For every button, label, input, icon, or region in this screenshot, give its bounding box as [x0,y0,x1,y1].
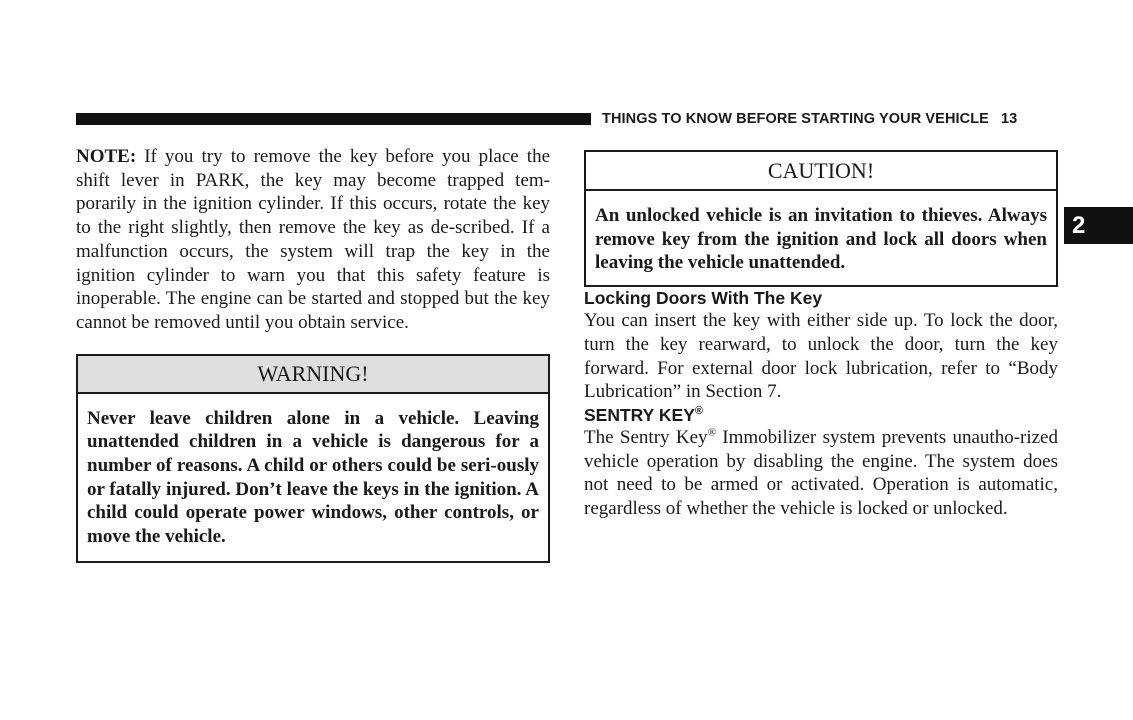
sentry-key-text-start: The Sentry Key [584,426,708,448]
caution-box [584,150,1058,287]
locking-doors-text: You can insert the key with either side up. To lock the door, turn the key rearward, to unlock the door, turn the key forward. For external door lock lubrication, refer to “Body Lubrication” in Section 7. [584,310,1058,403]
right-column [584,150,1058,521]
registered-mark: ® [694,405,703,418]
caution-title: CAUTION! [586,152,1056,191]
sentry-key-heading [584,404,1058,426]
warning-box [76,354,550,563]
note-text: If you try to remove the key before you place the shift lever in PARK, the key may become trapped tem-porarily in the ignition cylinder. If this occurs, rotate the key to the right slightly, then remove the key as de-scribed. If a malfunction occurs, the system will trap the key in the ignition cylinder to warn you that this safety feature is inoperable. The engine can be started and stopped but the key cannot be removed until you obtain service. [76,146,550,333]
running-title: THINGS TO KNOW BEFORE STARTING YOUR VEHICLE [602,111,989,127]
sentry-key-text-rest: Immobilizer system prevents unautho-rized vehicle operation by disabling the engine. The system does not need to be armed or activated. Operation is automatic, regardless of whether the vehicle is locked or unlocked. [584,426,1058,520]
section-tab: 2 [1064,207,1133,244]
note-label: NOTE: [76,146,137,167]
running-header [602,111,1017,127]
sentry-key-text [584,426,1058,521]
locking-doors-heading: Locking Doors With The Key [584,288,823,309]
warning-text: Never leave children alone in a vehicle. Leaving unattended children in a vehicle is dangerous for a number of reasons. A child or others could be seri-ously or fatally injured. Don’t leave the keys in the ignition. A child could operate power windows, other controls, or move the vehicle. [87,407,539,548]
header-rule [76,113,591,125]
left-column [76,145,550,563]
page-number: 13 [1000,111,1018,127]
caution-text: An unlocked vehicle is an invitation to thieves. Always remove key from the ignition and lock all doors when leaving the vehicle unattended. [595,205,1047,274]
note-paragraph [76,145,550,335]
registered-mark: ® [707,426,716,439]
warning-title: WARNING! [78,356,548,394]
sentry-key-heading-text: SENTRY KEY [584,404,695,425]
